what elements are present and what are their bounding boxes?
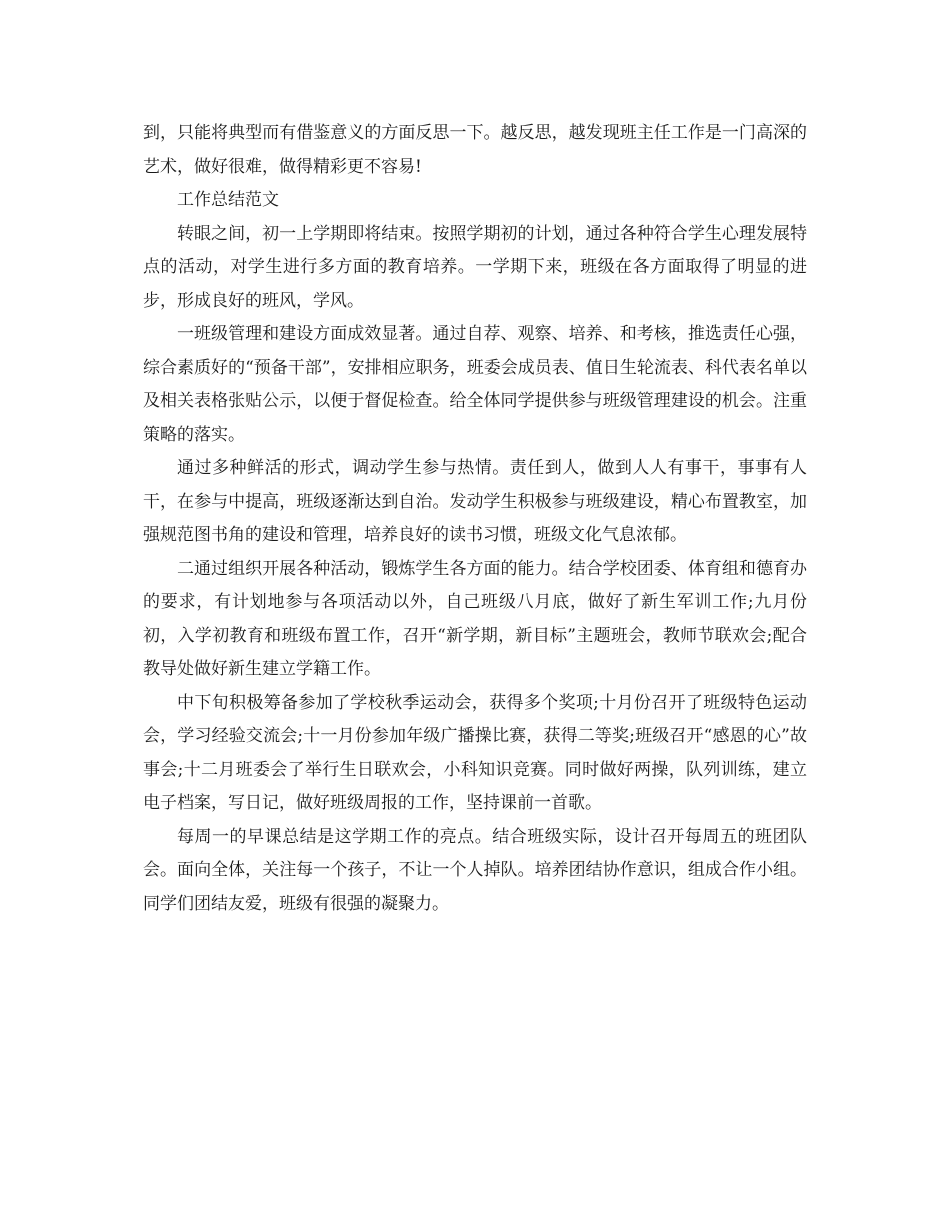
paragraph-class-management: 一班级管理和建设方面成效显著。通过自荐、观察、培养、和考核，推选责任心强，综合素质好的“预备干部”，安排相应职务，班委会成员表、值日生轮流表、科代表名单以及相关表格张贴公示，以便于督促检查。给全体同学提供参与班级管理建设的机会。注重策略的落实。 <box>143 324 807 445</box>
paragraph-events: 中下旬积极筹备参加了学校秋季运动会，获得多个奖项;十月份召开了班级特色运动会，学习经验交流会;十一月份参加年级广播操比赛，获得二等奖;班级召开“感恩的心”故事会;十二月班委会了举行生日联欢会，小科知识竞赛。同时做好两操，队列训练，建立电子档案，写日记，做好班级周报的工作，坚持课前一首歌。 <box>143 692 807 813</box>
paragraph-participation: 通过多种鲜活的形式，调动学生参与热情。责任到人，做到人人有事干，事事有人干，在参与中提高，班级逐渐达到自治。发动学生积极参与班级建设，精心布置教室，加强规范图书角的建设和管理，培养良好的读书习惯，班级文化气息浓郁。 <box>143 458 807 545</box>
document-page <box>143 117 807 921</box>
paragraph-intro: 转眼之间，初一上学期即将结束。按照学期初的计划，通过各种符合学生心理发展特点的活动，对学生进行多方面的教育培养。一学期下来，班级在各方面取得了明显的进步，形成良好的班风，学风。 <box>143 223 807 311</box>
paragraph-highlights: 每周一的早课总结是这学期工作的亮点。结合班级实际，设计召开每周五的班团队会。面向全体，关注每一个孩子，不让一个人掉队。培养团结协作意识，组成合作小组。同学们团结友爱，班级有很强的凝聚力。 <box>143 826 807 914</box>
paragraph-continuation: 到，只能将典型而有借鉴意义的方面反思一下。越反思，越发现班主任工作是一门高深的艺术，做好很难，做得精彩更不容易! <box>143 123 807 177</box>
section-heading: 工作总结范文 <box>177 190 279 210</box>
paragraph-activities: 二通过组织开展各种活动，锻炼学生各方面的能力。结合学校团委、体育组和德育办的要求，有计划地参与各项活动以外，自己班级八月底，做好了新生军训工作;九月份初，入学初教育和班级布置工作，召开“新学期，新目标”主题班会，教师节联欢会;配合教导处做好新生建立学籍工作。 <box>143 558 807 679</box>
